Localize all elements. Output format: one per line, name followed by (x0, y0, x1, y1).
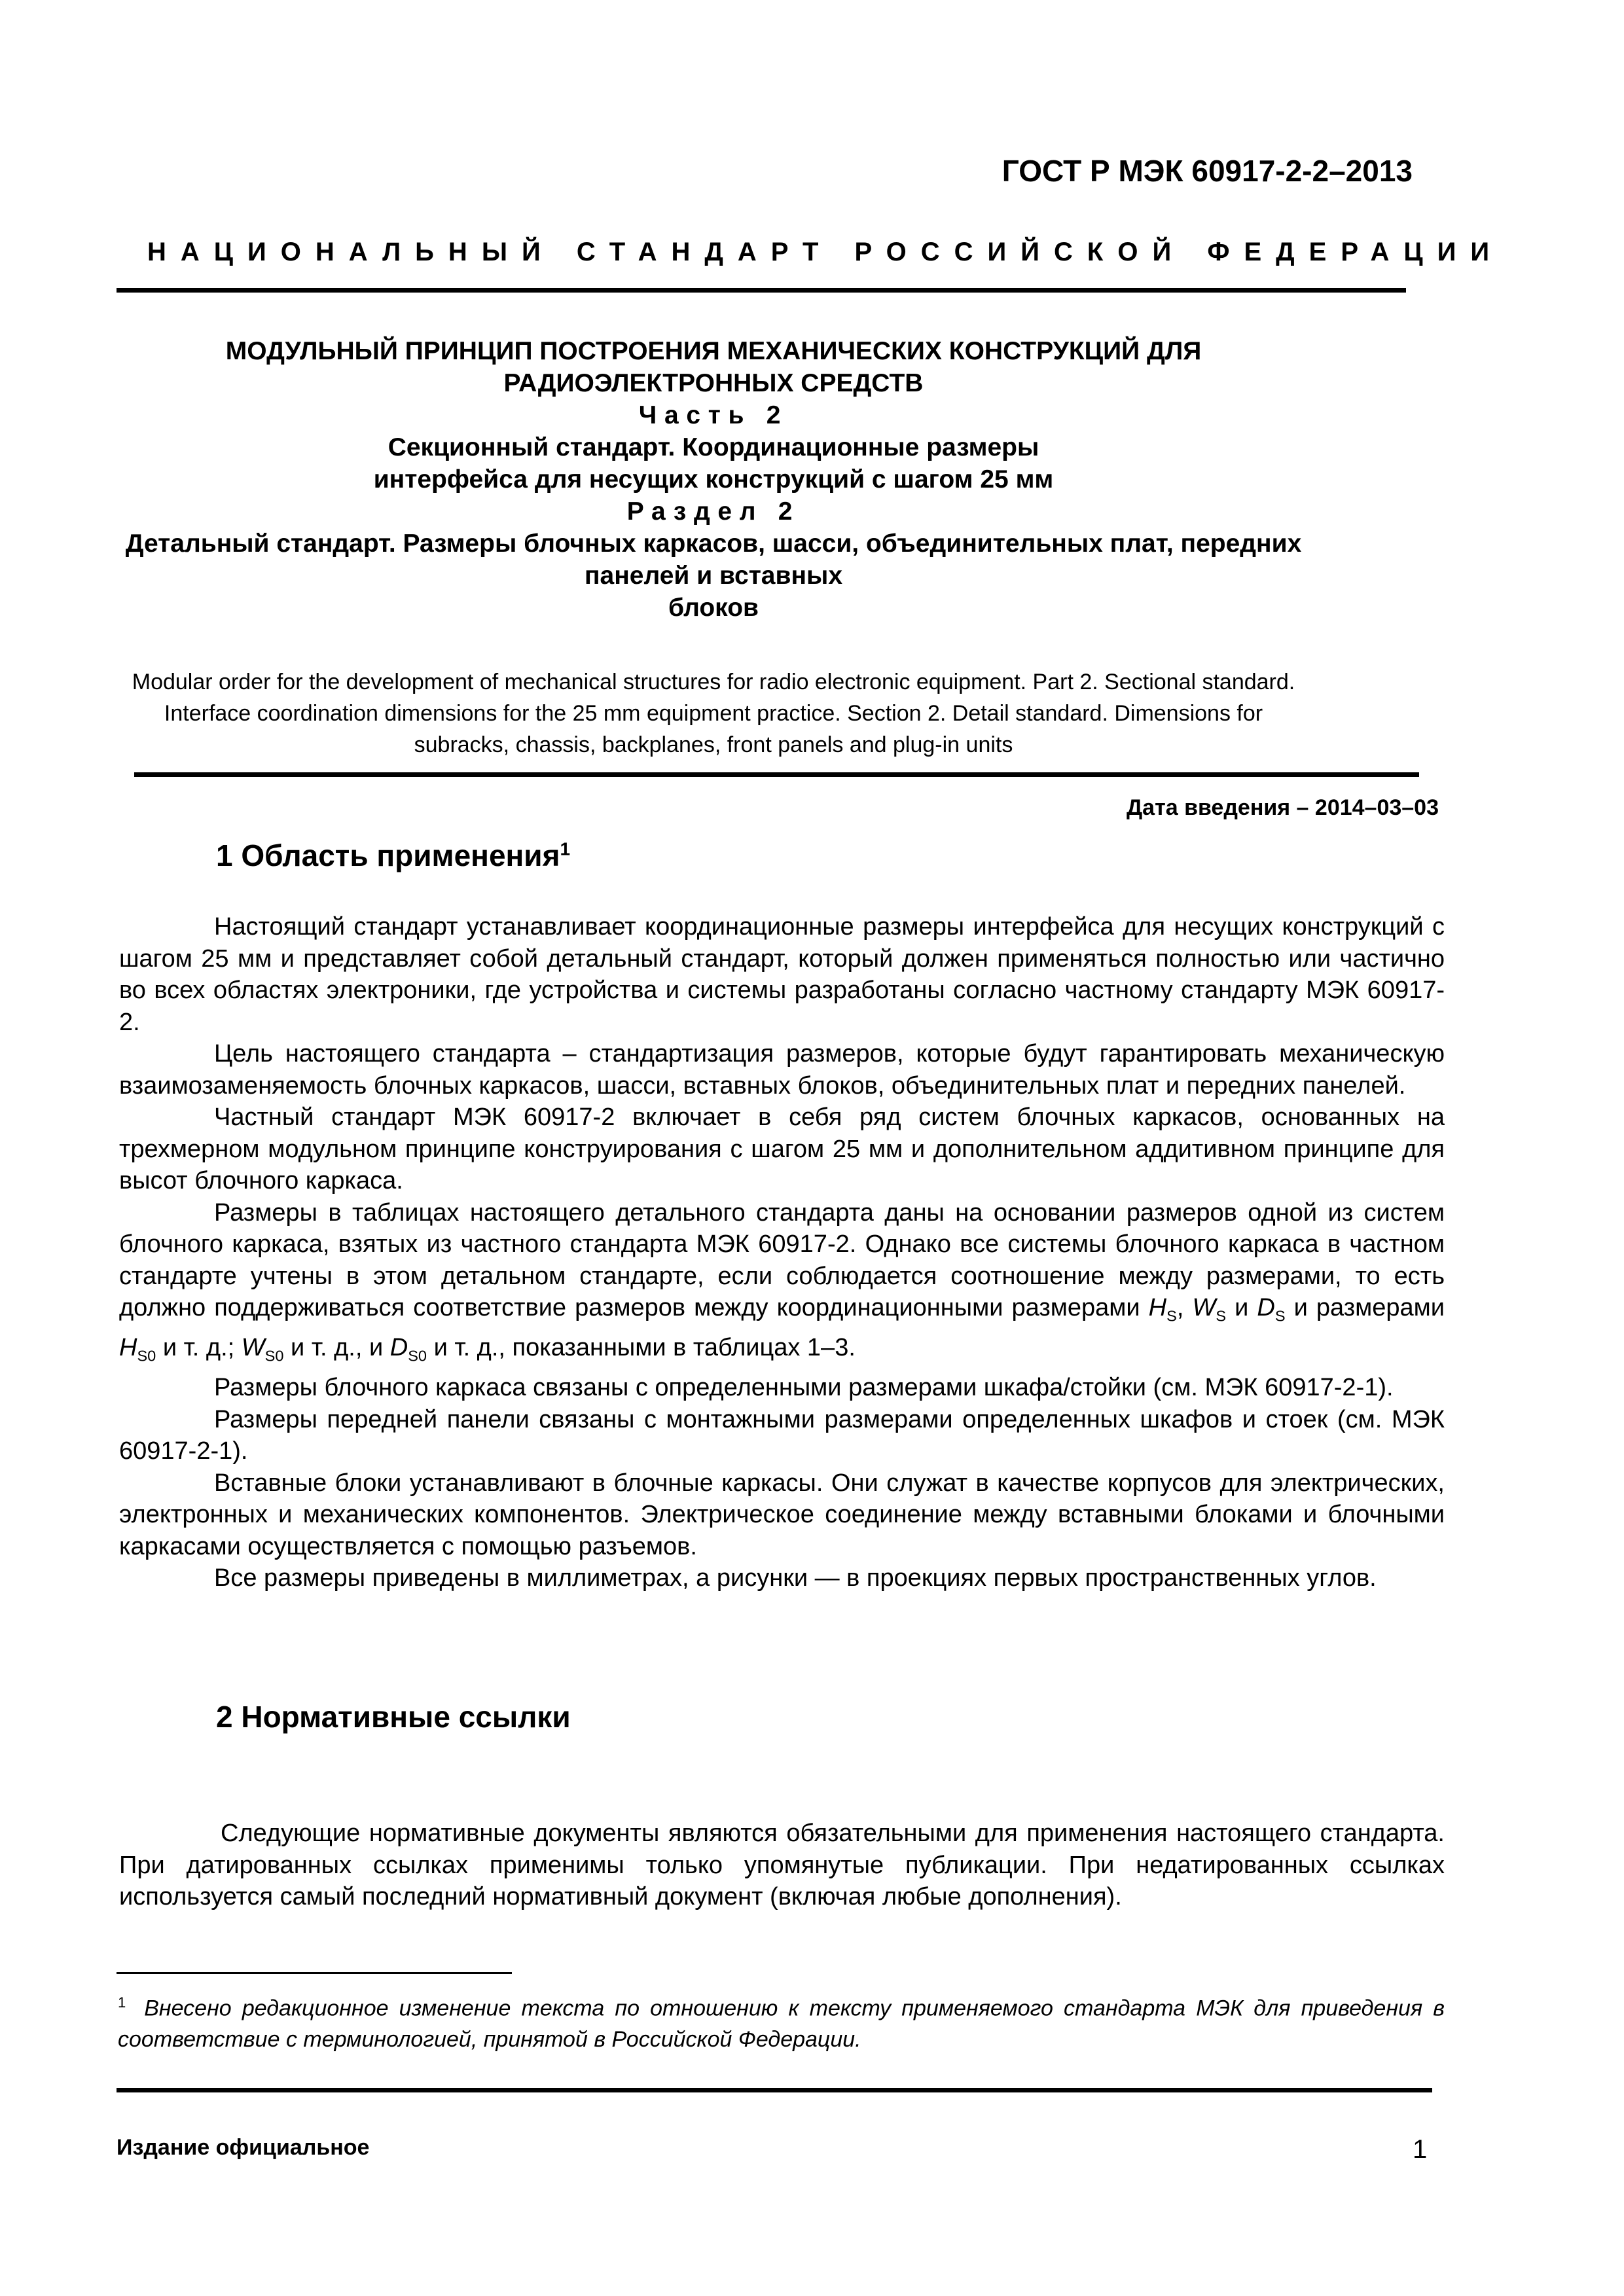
english-title-line-3: subracks, chassis, backplanes, front panels and plug-in units (414, 732, 1013, 757)
title-block (124, 335, 1303, 624)
footnote-reference: 1 (560, 838, 571, 859)
introduction-date: Дата введения – 2014–03–03 (1126, 795, 1439, 820)
section-1-heading (216, 838, 570, 873)
paragraph: Следующие нормативные документы являются обязательными для применения настоящего стандарта. При датированных ссылках применимы только упомянутые публикации. При недатированных ссылках используется самый последний нормативный документ (включая любые дополнения). (119, 1820, 1445, 1910)
footer-rule (117, 2088, 1432, 2092)
section-1-heading-text: 1 Область применения (216, 838, 560, 872)
title-line-1: МОДУЛЬНЫЙ ПРИНЦИП ПОСТРОЕНИЯ МЕХАНИЧЕСКИХ КОНСТРУКЦИЙ ДЛЯ (225, 337, 1202, 365)
edition-label: Издание официальное (117, 2135, 370, 2160)
section-1-body (119, 911, 1445, 1594)
paragraph: Настоящий стандарт устанавливает координационные размеры интерфейса для несущих конструкций с шагом 25 мм и представляет собой детальный стандарт, который должен применяться полностью или частично во всех областях электроники, где устройства и системы разработаны согласно частному стандарту МЭК 60917-2. (119, 913, 1445, 1036)
section-2-body (119, 1818, 1445, 1913)
section-title-line-1: Детальный стандарт. Размеры блочных каркасов, шасси, объединительных плат, передних (125, 529, 1302, 558)
footnote-text: Внесено редакционное изменение текста по отношению к тексту применяемого стандарта МЭК для приведения в соответствие с терминологией, принятой в Российской Федерации. (118, 1996, 1445, 2053)
footnote (118, 1987, 1445, 2055)
footnote-mark: 1 (118, 1994, 126, 2011)
header-rule (117, 288, 1406, 293)
section-title-line-2: панелей и вставных (584, 562, 843, 590)
part-title-line-2: интерфейса для несущих конструкций с шагом 25 мм (373, 465, 1054, 493)
english-title-line-2: Interface coordination dimensions for the 25 mm equipment practice. Section 2. Detail standard. Dimensions for (164, 701, 1263, 726)
english-title-line-1: Modular order for the development of mechanical structures for radio electronic equipment. Part 2. Sectional standard. (132, 670, 1295, 694)
paragraph: Все размеры приведены в миллиметрах, а рисунки — в проекциях первых пространственных углов. (214, 1564, 1377, 1592)
title-rule (134, 772, 1419, 777)
part-label: Часть 2 (638, 401, 789, 429)
paragraph: Цель настоящего стандарта – стандартизация размеров, которые будут гарантировать механическую взаимозаменяемость блочных каркасов, шасси, вставных блоков, объединительных плат и передних панелей. (119, 1040, 1445, 1100)
paragraph: Размеры блочного каркаса связаны с определенными размерами шкафа/стойки (см. МЭК 60917-2-1). (214, 1374, 1394, 1402)
part-title-line-1: Секционный стандарт. Координационные размеры (388, 433, 1039, 461)
section-2-heading: 2 Нормативные ссылки (216, 1700, 571, 1734)
footnote-rule (117, 1972, 512, 1974)
title-line-2: РАДИОЭЛЕКТРОННЫХ СРЕДСТВ (503, 369, 924, 397)
paragraph: Частный стандарт МЭК 60917-2 включает в себя ряд систем блочных каркасов, основанных на трехмерном модульном принципе конструирования с шагом 25 мм и дополнительном аддитивном принципе для высот блочного каркаса. (119, 1103, 1445, 1194)
section-label: Раздел 2 (626, 497, 801, 526)
section-title-line-3: блоков (668, 594, 759, 622)
english-title (124, 666, 1303, 761)
page-number: 1 (1413, 2135, 1428, 2164)
document-code: ГОСТ Р МЭК 60917-2-2–2013 (1001, 154, 1413, 188)
paragraph: Вставные блоки устанавливают в блочные каркасы. Они служат в качестве корпусов для электрических, электронных и механических компонентов. Электрическое соединение между вставными блоками и блочными каркасами осуществляется с помощью разъемов. (119, 1469, 1445, 1560)
paragraph-with-symbols: Размеры в таблицах настоящего детального стандарта даны на основании размеров одной из систем блочного каркаса, взятых из частного стандарта МЭК 60917-2. Однако все системы блочного каркаса в частном стандарте учтены в этом детальном стандарте, если соблюдается соотношение между размерами, то есть должно поддерживаться соответствие размеров между координационными размерами $H_S$, $W_S$ и $D_S$ и размерами $H_{S0}$ и т. д.; $W_{S0}$ и т. д., и $D_{S0}$ и т. д., показанными в таблицах 1–3. (119, 1198, 1445, 1365)
national-standard-banner: НАЦИОНАЛЬНЫЙ СТАНДАРТ РОССИЙСКОЙ ФЕДЕРАЦИИ (147, 238, 1504, 266)
paragraph: Размеры передней панели связаны с монтажными размерами определенных шкафов и стоек (см. МЭК 60917-2-1). (119, 1405, 1445, 1465)
